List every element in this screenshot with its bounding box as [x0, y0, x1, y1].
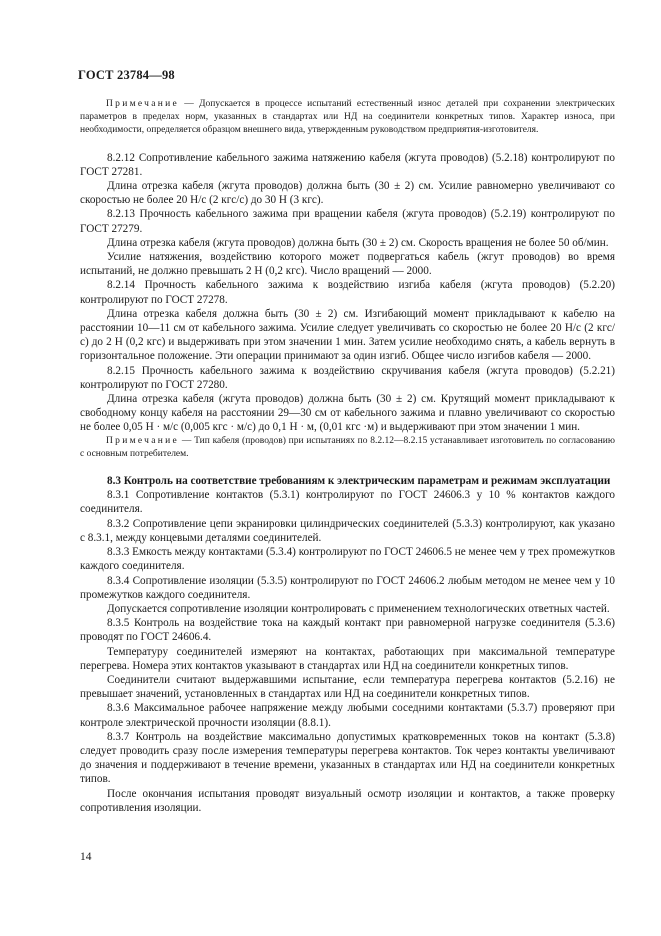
body-paragraph: 8.3.3 Емкость между контактами (5.3.4) контролируют по ГОСТ 24606.5 не менее чем у трех промежутков каждого соединителя.: [80, 546, 615, 573]
document-body: [80, 98, 615, 815]
body-paragraph: 8.2.15 Прочность кабельного зажима к воздействию скручивания кабеля (жгута проводов) (5.2.21) контролируют по ГОСТ 27280.: [80, 364, 615, 391]
section-heading: 8.3 Контроль на соответствие требованиям к электрическим параметрам и режимам эксплуатации: [107, 475, 611, 488]
body-paragraph: Температуру соединителей измеряют на контактах, работающих при максимальной температуре перегрева. Номера этих контактов указывают в стандартах или НД на соединители конкретных типов.: [80, 645, 615, 672]
note-paragraph: [80, 98, 615, 138]
body-paragraph: 8.3.4 Сопротивление изоляции (5.3.5) контролируют по ГОСТ 24606.2 любым методом не менее чем у 10 промежутков каждого соединителя.: [80, 574, 615, 601]
body-paragraph: 8.3.1 Сопротивление контактов (5.3.1) контролируют по ГОСТ 24606.3 у 10 % контактов каждого соединителя.: [80, 489, 615, 516]
body-paragraph: 8.3.7 Контроль на воздействие максимально допустимых кратковременных токов на контакт (5.3.8) следует проводить сразу после измерения температуры перегрева контактов. Ток через контакты увеличивают до значения и поддерживают в течение времени, указанных в стандартах или НД на соединители конкретных типов.: [80, 730, 615, 786]
note-label: Примечание: [106, 435, 180, 446]
body-paragraph: 8.2.12 Сопротивление кабельного зажима натяжению кабеля (жгута проводов) (5.2.18) контролируют по ГОСТ 27281.: [80, 151, 615, 178]
body-paragraph: Допускается сопротивление изоляции контролировать с применением технологических ответных частей.: [107, 602, 610, 615]
body-paragraph: Соединители считают выдержавшими испытание, если температура перегрева контактов (5.2.16) не превышает значений, установленных в стандартах или НД на соединители конкретных типов.: [80, 673, 615, 701]
body-paragraph: После окончания испытания проводят визуальный осмотр изоляции и контактов, а также проверку сопротивления изоляции.: [80, 787, 615, 814]
page-header: ГОСТ 23784—98: [78, 68, 175, 82]
body-paragraph: Длина отрезка кабеля (жгута проводов) должна быть (30 ± 2) см. Скорость вращения не более 50 об/мин.: [107, 236, 609, 249]
note-text: — Тип кабеля (проводов) при испытаниях по 8.2.12—8.2.15 устанавливает изготовитель по согласованию с основным потребителем.: [80, 435, 615, 459]
page-number: 14: [80, 851, 92, 863]
note-label: Примечание: [106, 99, 180, 109]
body-paragraph: Длина отрезка кабеля (жгута проводов) должна быть (30 ± 2) см. Усилие равномерно увеличивают со скоростью не более 20 Н/с (2 кгс/с) до 30 Н (3 кгс).: [80, 180, 615, 207]
body-paragraph: 8.3.5 Контроль на воздействие тока на каждый контакт при равномерной нагрузке соединителя (5.3.6) проводят по ГОСТ 24606.4.: [80, 617, 615, 644]
note-text: — Допускается в процессе испытаний естественный износ деталей при сохранении электрических параметров в пределах норм, указанных в стандартах или НД на соединители конкретных типов. Характер износа, при необходимости, определяется образцом внешнего вида, утвержденным руководством предприятия-изготовителя.: [80, 99, 615, 136]
body-paragraph: 8.2.13 Прочность кабельного зажима при вращении кабеля (жгута проводов) (5.2.19) контролируют по ГОСТ 27279.: [80, 208, 615, 235]
note-paragraph: [80, 435, 615, 461]
body-paragraph: 8.3.2 Сопротивление цепи экранировки цилиндрических соединителей (5.3.3) контролируют, как указано с 8.3.1, между концевыми деталями соединителей.: [80, 517, 615, 544]
body-paragraph: 8.3.6 Максимальное рабочее напряжение между любыми соседними контактами (5.3.7) проверяют при контроле электрической прочности изоляции (8.8.1).: [80, 702, 615, 729]
body-paragraph: Длина отрезка кабеля должна быть (30 ± 2) см. Изгибающий момент прикладывают к кабелю на расстоянии 10—11 см от кабельного зажима. Усилие следует увеличивать со скоростью не более 20 Н/с (2 кгс/с) до 2 Н (0,2 кгс) и выдерживать при этом значении 1 мин. Затем усилие необходимо снять, а кабель вернуть в горизонтальное положение. Эти операции принимают за один изгиб. Общее число изгибов кабеля — 2000.: [80, 307, 615, 363]
body-paragraph: Усилие натяжения, воздействию которого может подвергаться кабель (жгут проводов) во время испытаний, не должно превышать 2 Н (0,2 кгс). Число вращений — 2000.: [80, 251, 615, 278]
body-paragraph: 8.2.14 Прочность кабельного зажима к воздействию изгиба кабеля (жгута проводов) (5.2.20) контролируют по ГОСТ 27278.: [80, 279, 615, 306]
body-paragraph: Длина отрезка кабеля (жгута проводов) должна быть (30 ± 2) см. Крутящий момент прикладывают к свободному концу кабеля на расстоянии 29—30 см от кабельного зажима и плавно увеличивают со скоростью не более 0,05 Н · м/с (0,005 кгс · м/с) до 0,1 Н · м, (0,01 кгс ·м) и выдерживают при этом значении 1 мин.: [80, 393, 615, 434]
